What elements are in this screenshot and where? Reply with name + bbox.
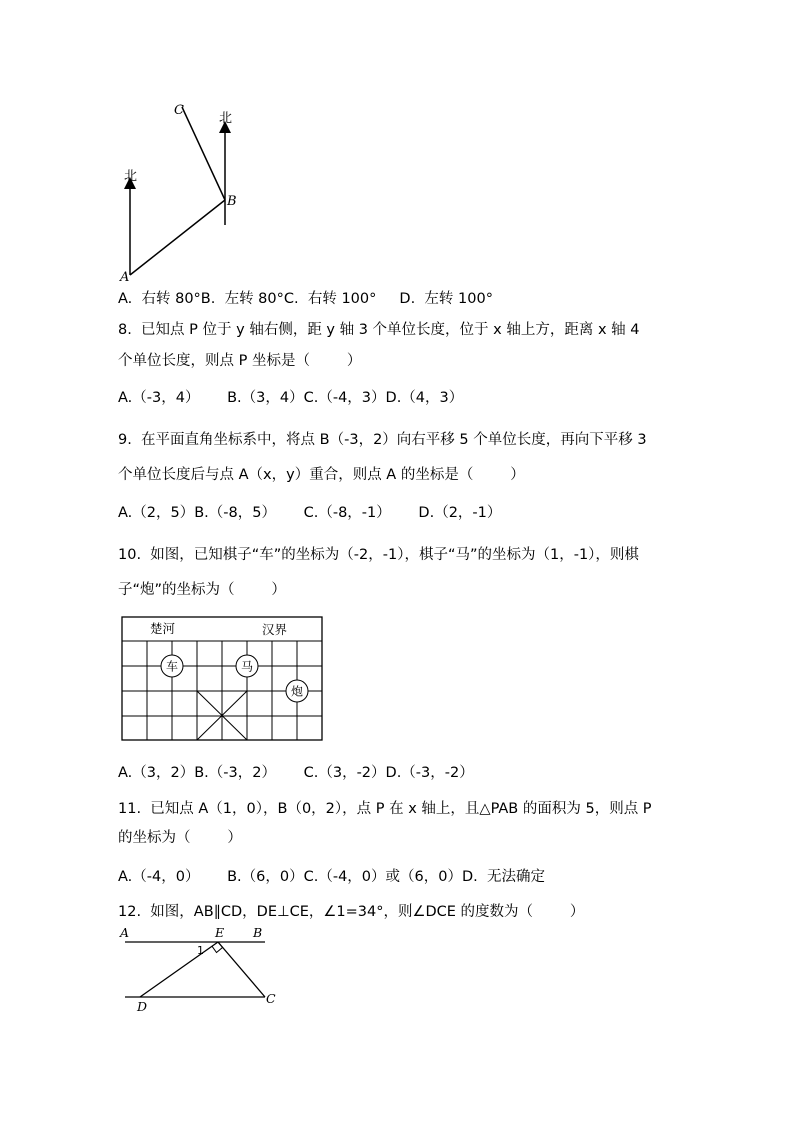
label-d: D	[137, 999, 148, 1014]
river-label-left: 楚河	[150, 621, 176, 636]
q7-direction-figure	[110, 95, 250, 290]
piece-ma	[236, 655, 258, 677]
label-e: E	[215, 925, 225, 940]
q9-text-line1: 9. 在平面直角坐标系中，将点 B（-3，2）向右平移 5 个单位长度，再向下平移 3	[118, 432, 647, 448]
river-label-right: 汉界	[262, 622, 288, 637]
segment-ec	[218, 942, 265, 997]
right-angle-mark	[212, 942, 223, 953]
q9-options: A.（2，5）B.（-8，5） C.（-8，-1） D.（2，-1）	[118, 505, 502, 521]
piece-pao-label: 炮	[290, 684, 304, 699]
piece-che	[161, 655, 183, 677]
angle-1-label: 1	[197, 944, 204, 957]
q7-options: A. 右转 80°B. 左转 80°C. 右转 100° D. 左转 100°	[118, 291, 493, 307]
q11-text-line2: 的坐标为（ ）	[118, 830, 242, 846]
q10-text-line2: 子“炮”的坐标为（ ）	[118, 582, 286, 598]
q11-text-line1: 11. 已知点 A（1，0），B（0，2），点 P 在 x 轴上，且△PAB 的面积为 5，则点 P	[118, 801, 652, 817]
point-a-label: A	[120, 270, 130, 285]
piece-pao	[286, 680, 308, 702]
chess-board-figure	[120, 615, 325, 745]
piece-che-label: 车	[165, 659, 179, 674]
q10-text-line1: 10. 如图，已知棋子“车”的坐标为（-2，-1），棋子“马”的坐标为（1，-1），则棋	[118, 547, 639, 563]
point-c-label: C	[174, 103, 184, 118]
q8-text-line2: 个单位长度，则点 P 坐标是（ ）	[118, 353, 362, 369]
label-a: A	[120, 925, 130, 940]
segment-ab	[130, 200, 225, 275]
label-b: B	[253, 925, 263, 940]
piece-ma-label: 马	[240, 659, 254, 674]
q9-text-line2: 个单位长度后与点 A（x，y）重合，则点 A 的坐标是（ ）	[118, 467, 525, 483]
q10-options: A.（3，2）B.（-3，2） C.（3，-2）D.（-3，-2）	[118, 765, 474, 781]
q12-parallel-lines-figure	[115, 922, 290, 1017]
segment-de	[140, 942, 218, 997]
point-b-label: B	[227, 194, 237, 209]
north-label-b: 北	[219, 111, 233, 126]
q8-text-line1: 8. 已知点 P 位于 y 轴右侧，距 y 轴 3 个单位长度，位于 x 轴上方，距离 x 轴 4	[118, 322, 640, 338]
label-c: C	[266, 991, 276, 1006]
q12-text-line1: 12. 如图，AB∥CD，DE⊥CE，∠1=34°，则∠DCE 的度数为（ ）	[118, 904, 585, 920]
north-label-a: 北	[124, 169, 138, 184]
q8-options: A.（-3，4） B.（3，4）C.（-4，3）D.（4，3）	[118, 390, 464, 406]
q11-options: A.（-4，0） B.（6，0）C.（-4，0）或（6，0）D. 无法确定	[118, 869, 545, 885]
